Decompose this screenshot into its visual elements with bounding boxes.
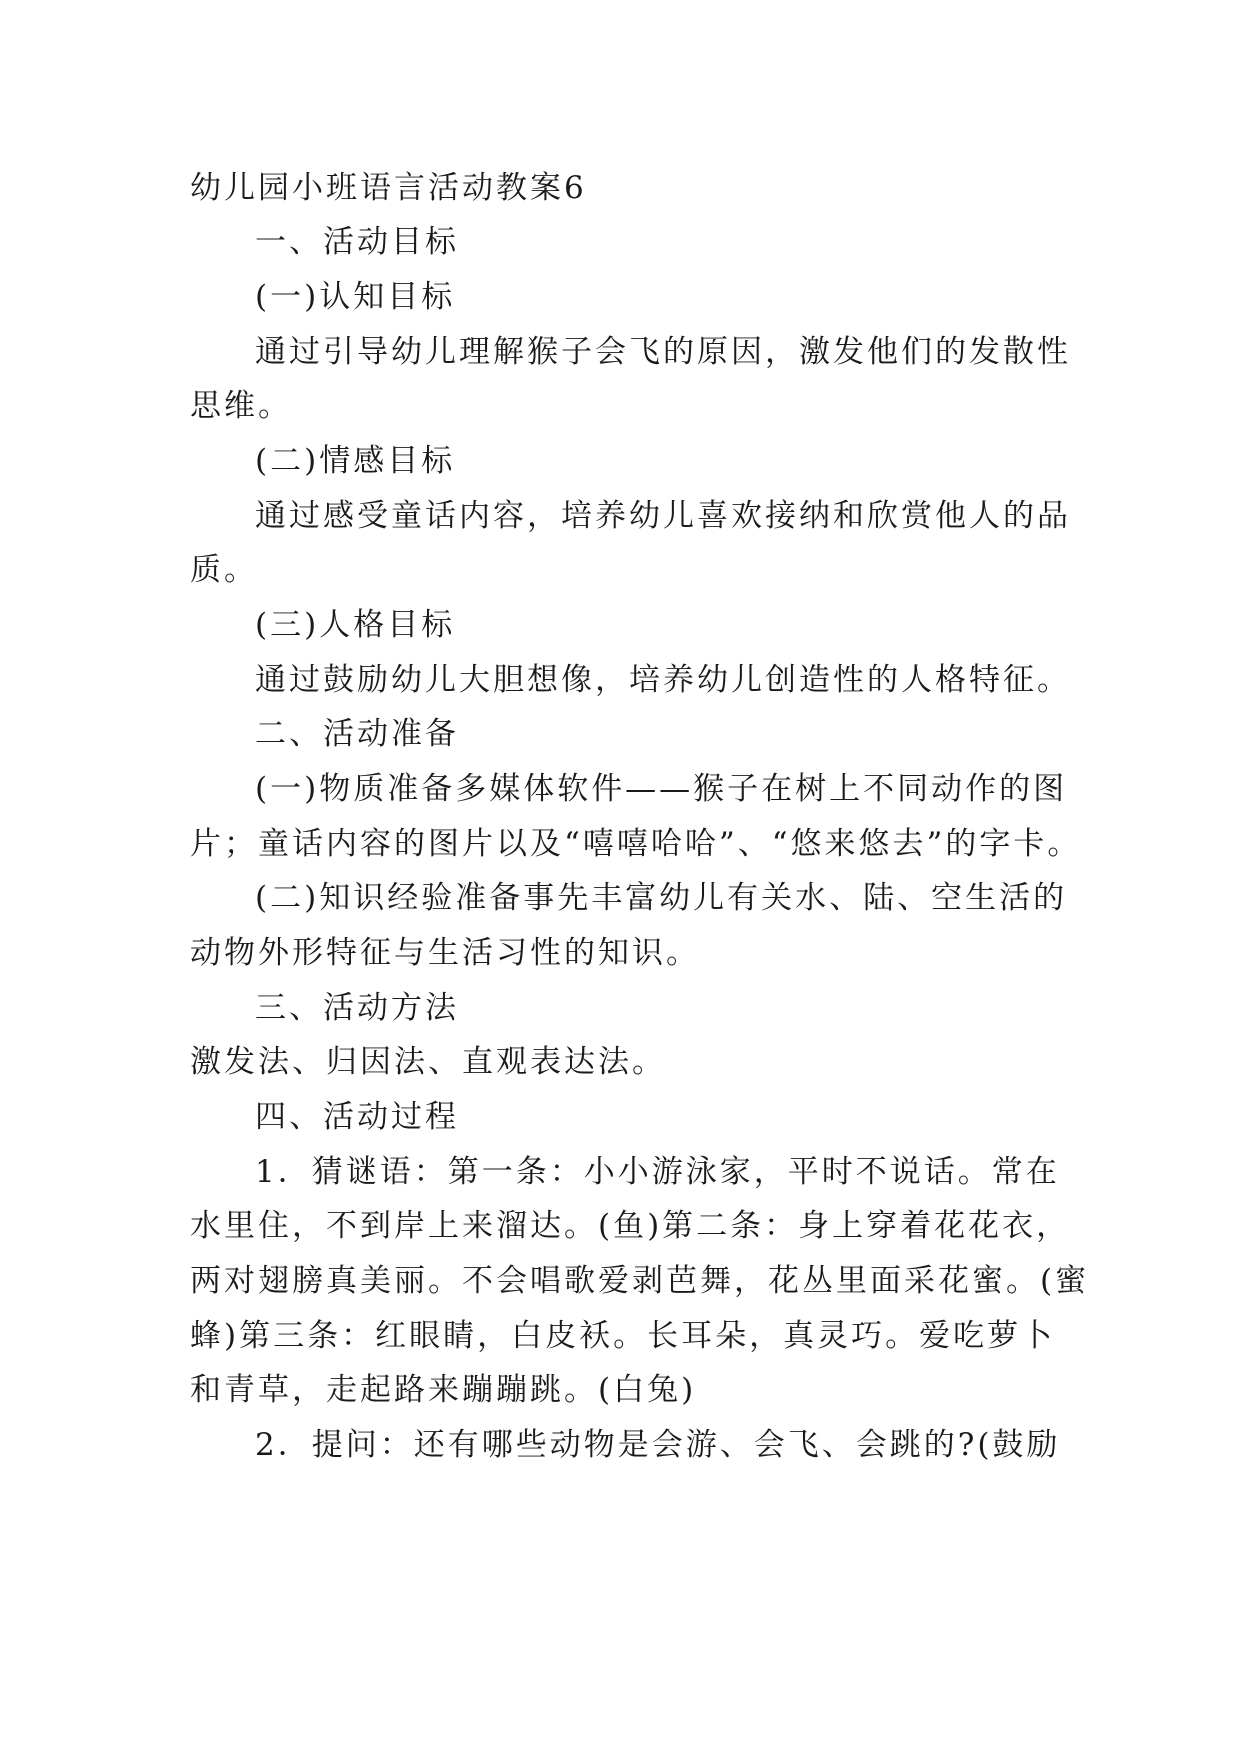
document-title: 幼儿园小班语言活动教案6 [190,170,587,206]
paragraph-line: 水里住，不到岸上来溜达。(鱼)第二条：身上穿着花花衣， [190,1208,1071,1244]
paragraph-line: 通过感受童话内容，培养幼儿喜欢接纳和欣赏他人的品 [255,498,1071,534]
paragraph-line: 2．提问：还有哪些动物是会游、会飞、会跳的?(鼓励 [255,1427,1061,1463]
paragraph-line: 蜂)第三条：红眼睛，白皮袄。长耳朵，真灵巧。爱吃萝卜 [190,1318,1056,1354]
paragraph-line: 思维。 [190,388,292,424]
section-heading: 二、活动准备 [255,716,459,752]
section-heading: 三、活动方法 [255,990,459,1026]
paragraph-line: (二)知识经验准备事先丰富幼儿有关水、陆、空生活的 [255,880,1068,916]
paragraph-line: 质。 [190,552,258,588]
section-heading: 四、活动过程 [255,1099,459,1135]
paragraph-line: 通过引导幼儿理解猴子会飞的原因，激发他们的发散性 [255,334,1071,370]
subsection-heading: (二)情感目标 [255,443,456,479]
subsection-heading: (一)认知目标 [255,279,456,315]
paragraph-line: 两对翅膀真美丽。不会唱歌爱剥芭舞，花丛里面采花蜜。(蜜 [190,1263,1090,1299]
paragraph-line: 动物外形特征与生活习性的知识。 [190,935,700,971]
paragraph-line: 激发法、归因法、直观表达法。 [190,1044,666,1080]
subsection-heading: (三)人格目标 [255,607,456,643]
paragraph-line: 片；童话内容的图片以及“嘻嘻哈哈”、“悠来悠去”的字卡。 [190,826,1082,862]
paragraph-line: (一)物质准备多媒体软件——猴子在树上不同动作的图 [255,771,1068,807]
paragraph-line: 和青草，走起路来蹦蹦跳。(白兔) [190,1372,697,1408]
section-heading: 一、活动目标 [255,224,459,260]
paragraph-line: 1．猜谜语：第一条：小小游泳家，平时不说话。常在 [255,1154,1060,1190]
paragraph-line: 通过鼓励幼儿大胆想像，培养幼儿创造性的人格特征。 [255,662,1071,698]
